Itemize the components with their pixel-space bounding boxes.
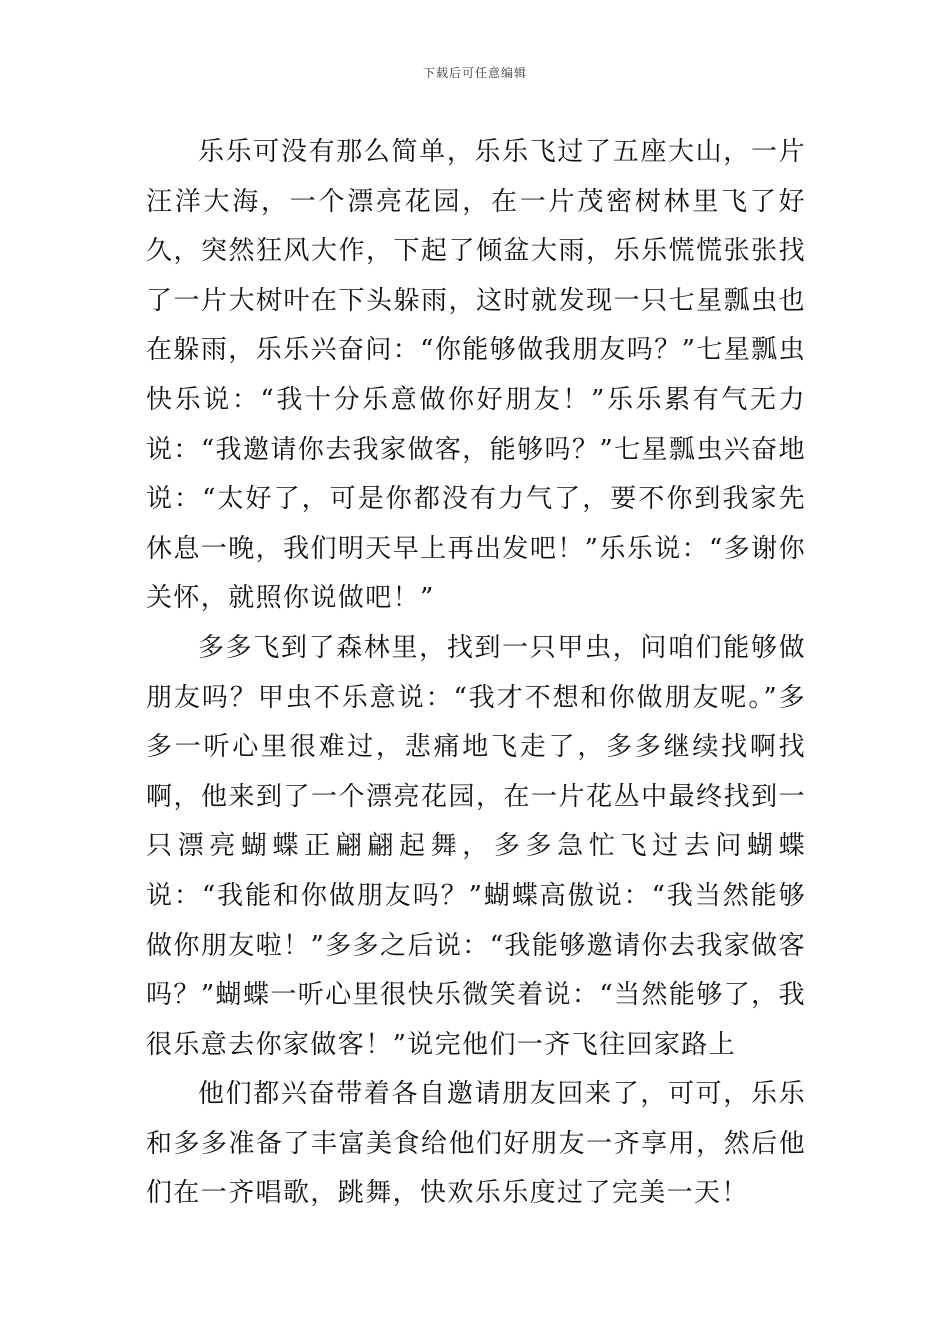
paragraph-ending: 他们都兴奋带着各自邀请朋友回来了，可可，乐乐和多多准备了丰富美食给他们好朋友一齐享用，然后他们在一齐唱歌，跳舞，快欢乐乐度过了完美一天！: [146, 1079, 806, 1209]
document-body: [146, 128, 806, 1219]
page-header-note: 下载后可任意编辑: [422, 66, 527, 80]
paragraph-duoduo: 多多飞到了森林里，找到一只甲虫，问咱们能够做朋友吗？甲虫不乐意说：“我才不想和你做朋友呢。”多多一听心里很难过，悲痛地飞走了，多多继续找啊找啊，他来到了一个漂亮花园，在一片花丛中最终找到一只漂亮蝴蝶正翩翩起舞，多多急忙飞过去问蝴蝶说：“我能和你做朋友吗？”蝴蝶高傲说：“我当然能够做你朋友啦！”多多之后说：“我能够邀请你去我家做客吗？”蝴蝶一听心里很快乐微笑着说：“当然能够了，我很乐意去你家做客！”说完他们一齐飞往回家路上: [146, 632, 806, 1060]
paragraph-lele: 乐乐可没有那么简单，乐乐飞过了五座大山，一片汪洋大海，一个漂亮花园，在一片茂密树林里飞了好久，突然狂风大作，下起了倾盆大雨，乐乐慌慌张张找了一片大树叶在下头躲雨，这时就发现一只七星瓢虫也在躲雨，乐乐兴奋问：“你能够做我朋友吗？”七星瓢虫快乐说：“我十分乐意做你好朋友！”乐乐累有气无力说：“我邀请你去我家做客，能够吗？”七星瓢虫兴奋地说：“太好了，可是你都没有力气了，要不你到我家先休息一晚，我们明天早上再出发吧！”乐乐说：“多谢你关怀，就照你说做吧！”: [146, 137, 806, 614]
